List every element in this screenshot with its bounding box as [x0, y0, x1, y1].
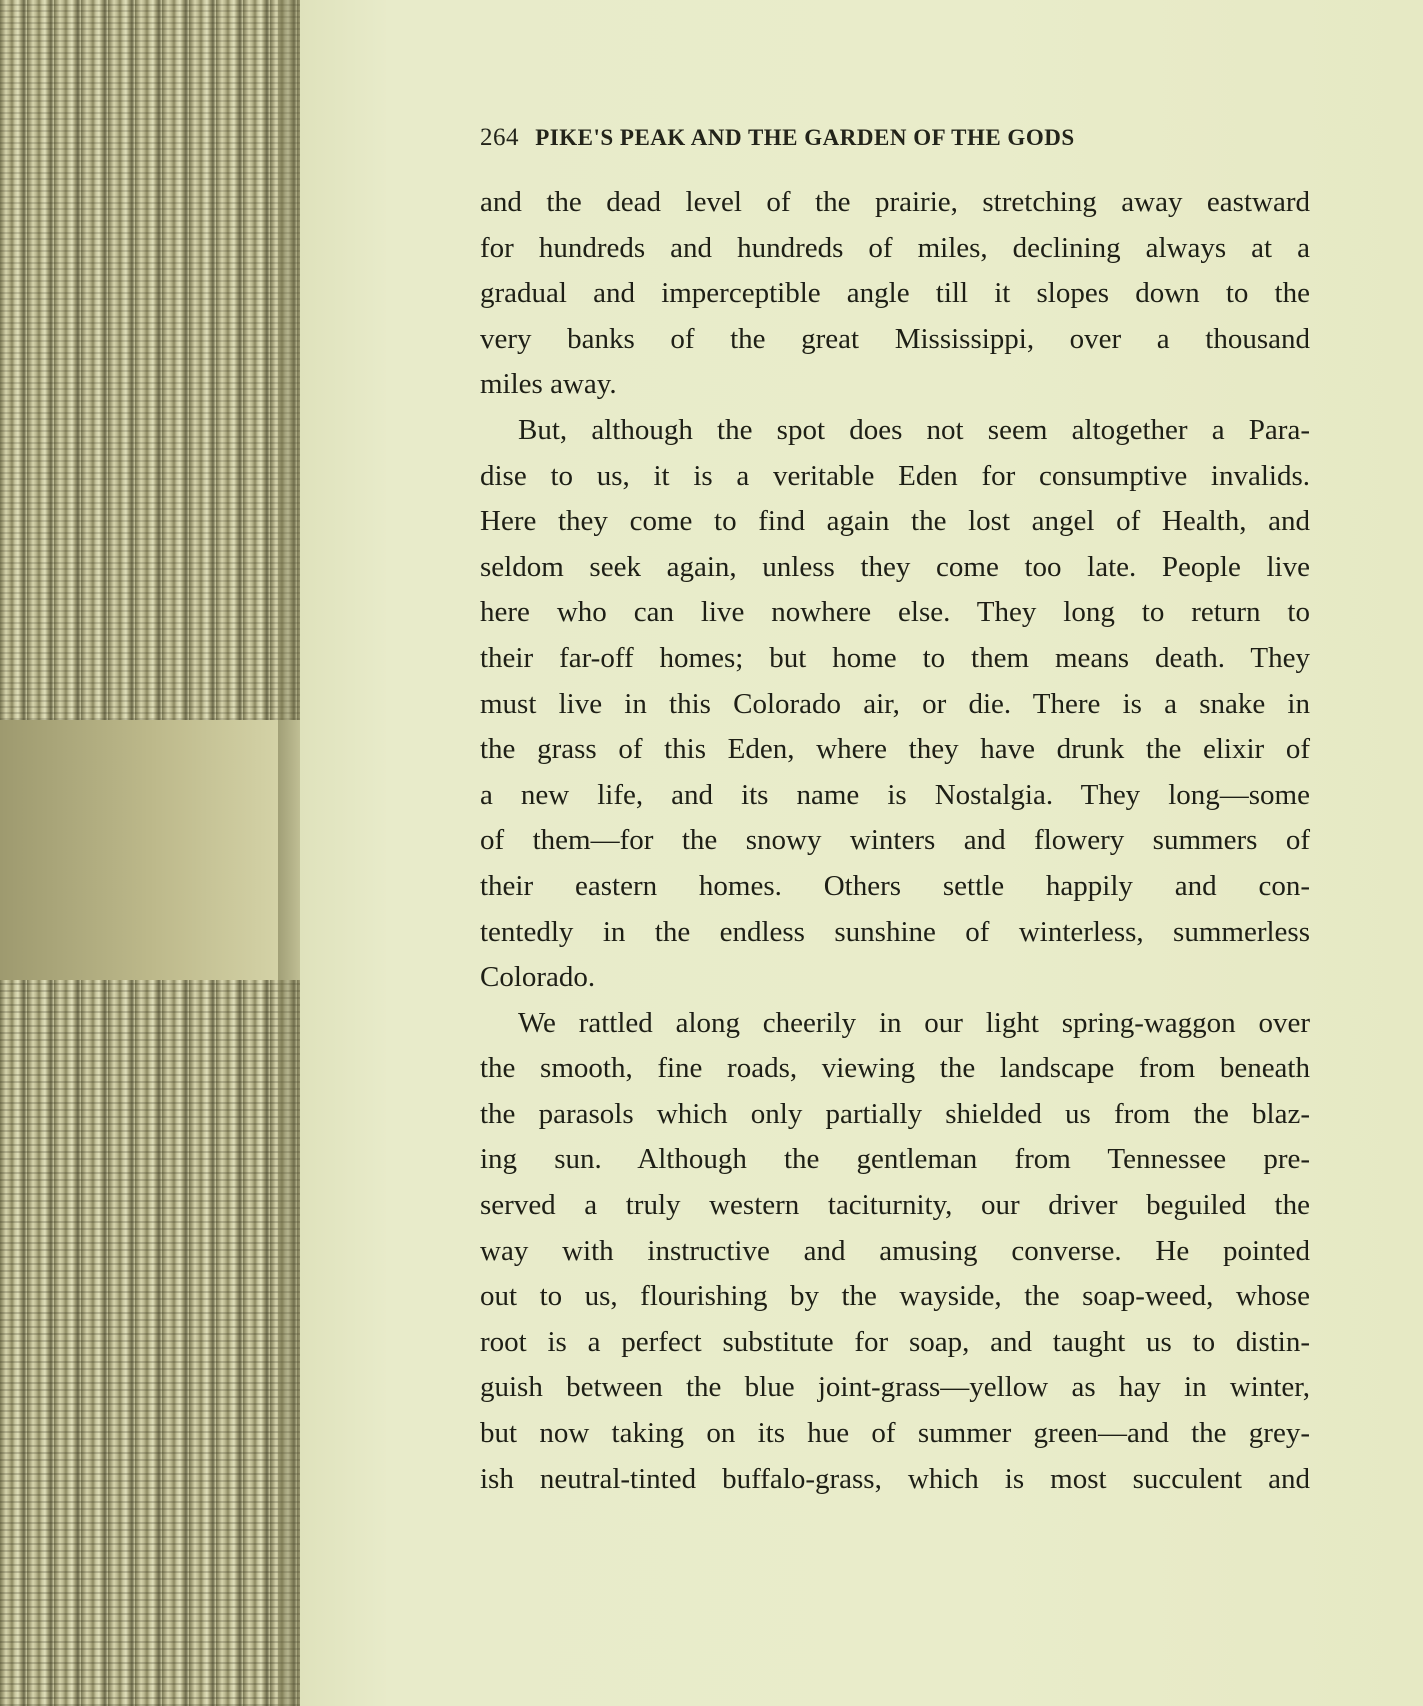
text-line: of them—for the snowy winters and flowery summers of	[480, 824, 1310, 857]
text-line: tentedly in the endless sunshine of winterless, summerless	[480, 915, 1310, 948]
text-line: But, although the spot does not seem altogether a Para-	[518, 413, 1310, 446]
text-line: ish neutral-tinted buffalo-grass, which is most succulent and	[480, 1462, 1310, 1495]
text-line: for hundreds and hundreds of miles, declining always at a	[480, 231, 1310, 264]
text-line: served a truly western taciturnity, our driver beguiled the	[480, 1189, 1310, 1222]
running-head	[480, 124, 1310, 152]
paragraph	[480, 1001, 1310, 1503]
text-line: must live in this Colorado air, or die. There is a snake in	[480, 687, 1310, 720]
page-edges-lower	[0, 980, 300, 1706]
text-line: ing sun. Although the gentleman from Tennessee pre-	[480, 1143, 1310, 1176]
text-line: Here they come to find again the lost angel of Health, and	[480, 505, 1310, 538]
text-line: a new life, and its name is Nostalgia. They long—some	[480, 778, 1310, 811]
text-line: gradual and imperceptible angle till it slopes down to the	[480, 277, 1310, 310]
text-line: root is a perfect substitute for soap, and taught us to distin-	[480, 1325, 1310, 1358]
text-line: miles away.	[480, 368, 617, 401]
book-page-edges	[0, 0, 300, 1706]
text-line: We rattled along cheerily in our light spring-waggon over	[518, 1006, 1310, 1039]
paragraph	[480, 408, 1310, 1001]
page-number: 264	[480, 124, 519, 151]
text-line: here who can live nowhere else. They long to return to	[480, 596, 1310, 629]
page-edges-upper	[0, 0, 300, 720]
text-line: and the dead level of the prairie, stretching away eastward	[480, 186, 1310, 218]
paragraph	[480, 180, 1310, 408]
text-line: seldom seek again, unless they come too late. People live	[480, 550, 1310, 583]
text-line: the parasols which only partially shielded us from the blaz-	[480, 1097, 1310, 1130]
running-title: PIKE'S PEAK AND THE GARDEN OF THE GODS	[535, 125, 1075, 150]
text-line: the grass of this Eden, where they have drunk the elixir of	[480, 733, 1310, 766]
text-line: guish between the blue joint-grass—yellow as hay in winter,	[480, 1371, 1310, 1404]
text-line: very banks of the great Mississippi, over a thousand	[480, 322, 1310, 355]
text-line: way with instructive and amusing converse. He pointed	[480, 1234, 1310, 1267]
text-line: dise to us, it is a veritable Eden for consumptive invalids.	[480, 459, 1310, 492]
text-line: their far-off homes; but home to them means death. They	[480, 641, 1310, 674]
body-text	[480, 180, 1310, 1502]
text-line: but now taking on its hue of summer green—and the grey-	[480, 1417, 1310, 1450]
text-line: Colorado.	[480, 961, 596, 994]
text-line: the smooth, fine roads, viewing the landscape from beneath	[480, 1052, 1310, 1085]
text-line: out to us, flourishing by the wayside, the soap-weed, whose	[480, 1280, 1310, 1313]
text-line: their eastern homes. Others settle happily and con-	[480, 869, 1310, 902]
